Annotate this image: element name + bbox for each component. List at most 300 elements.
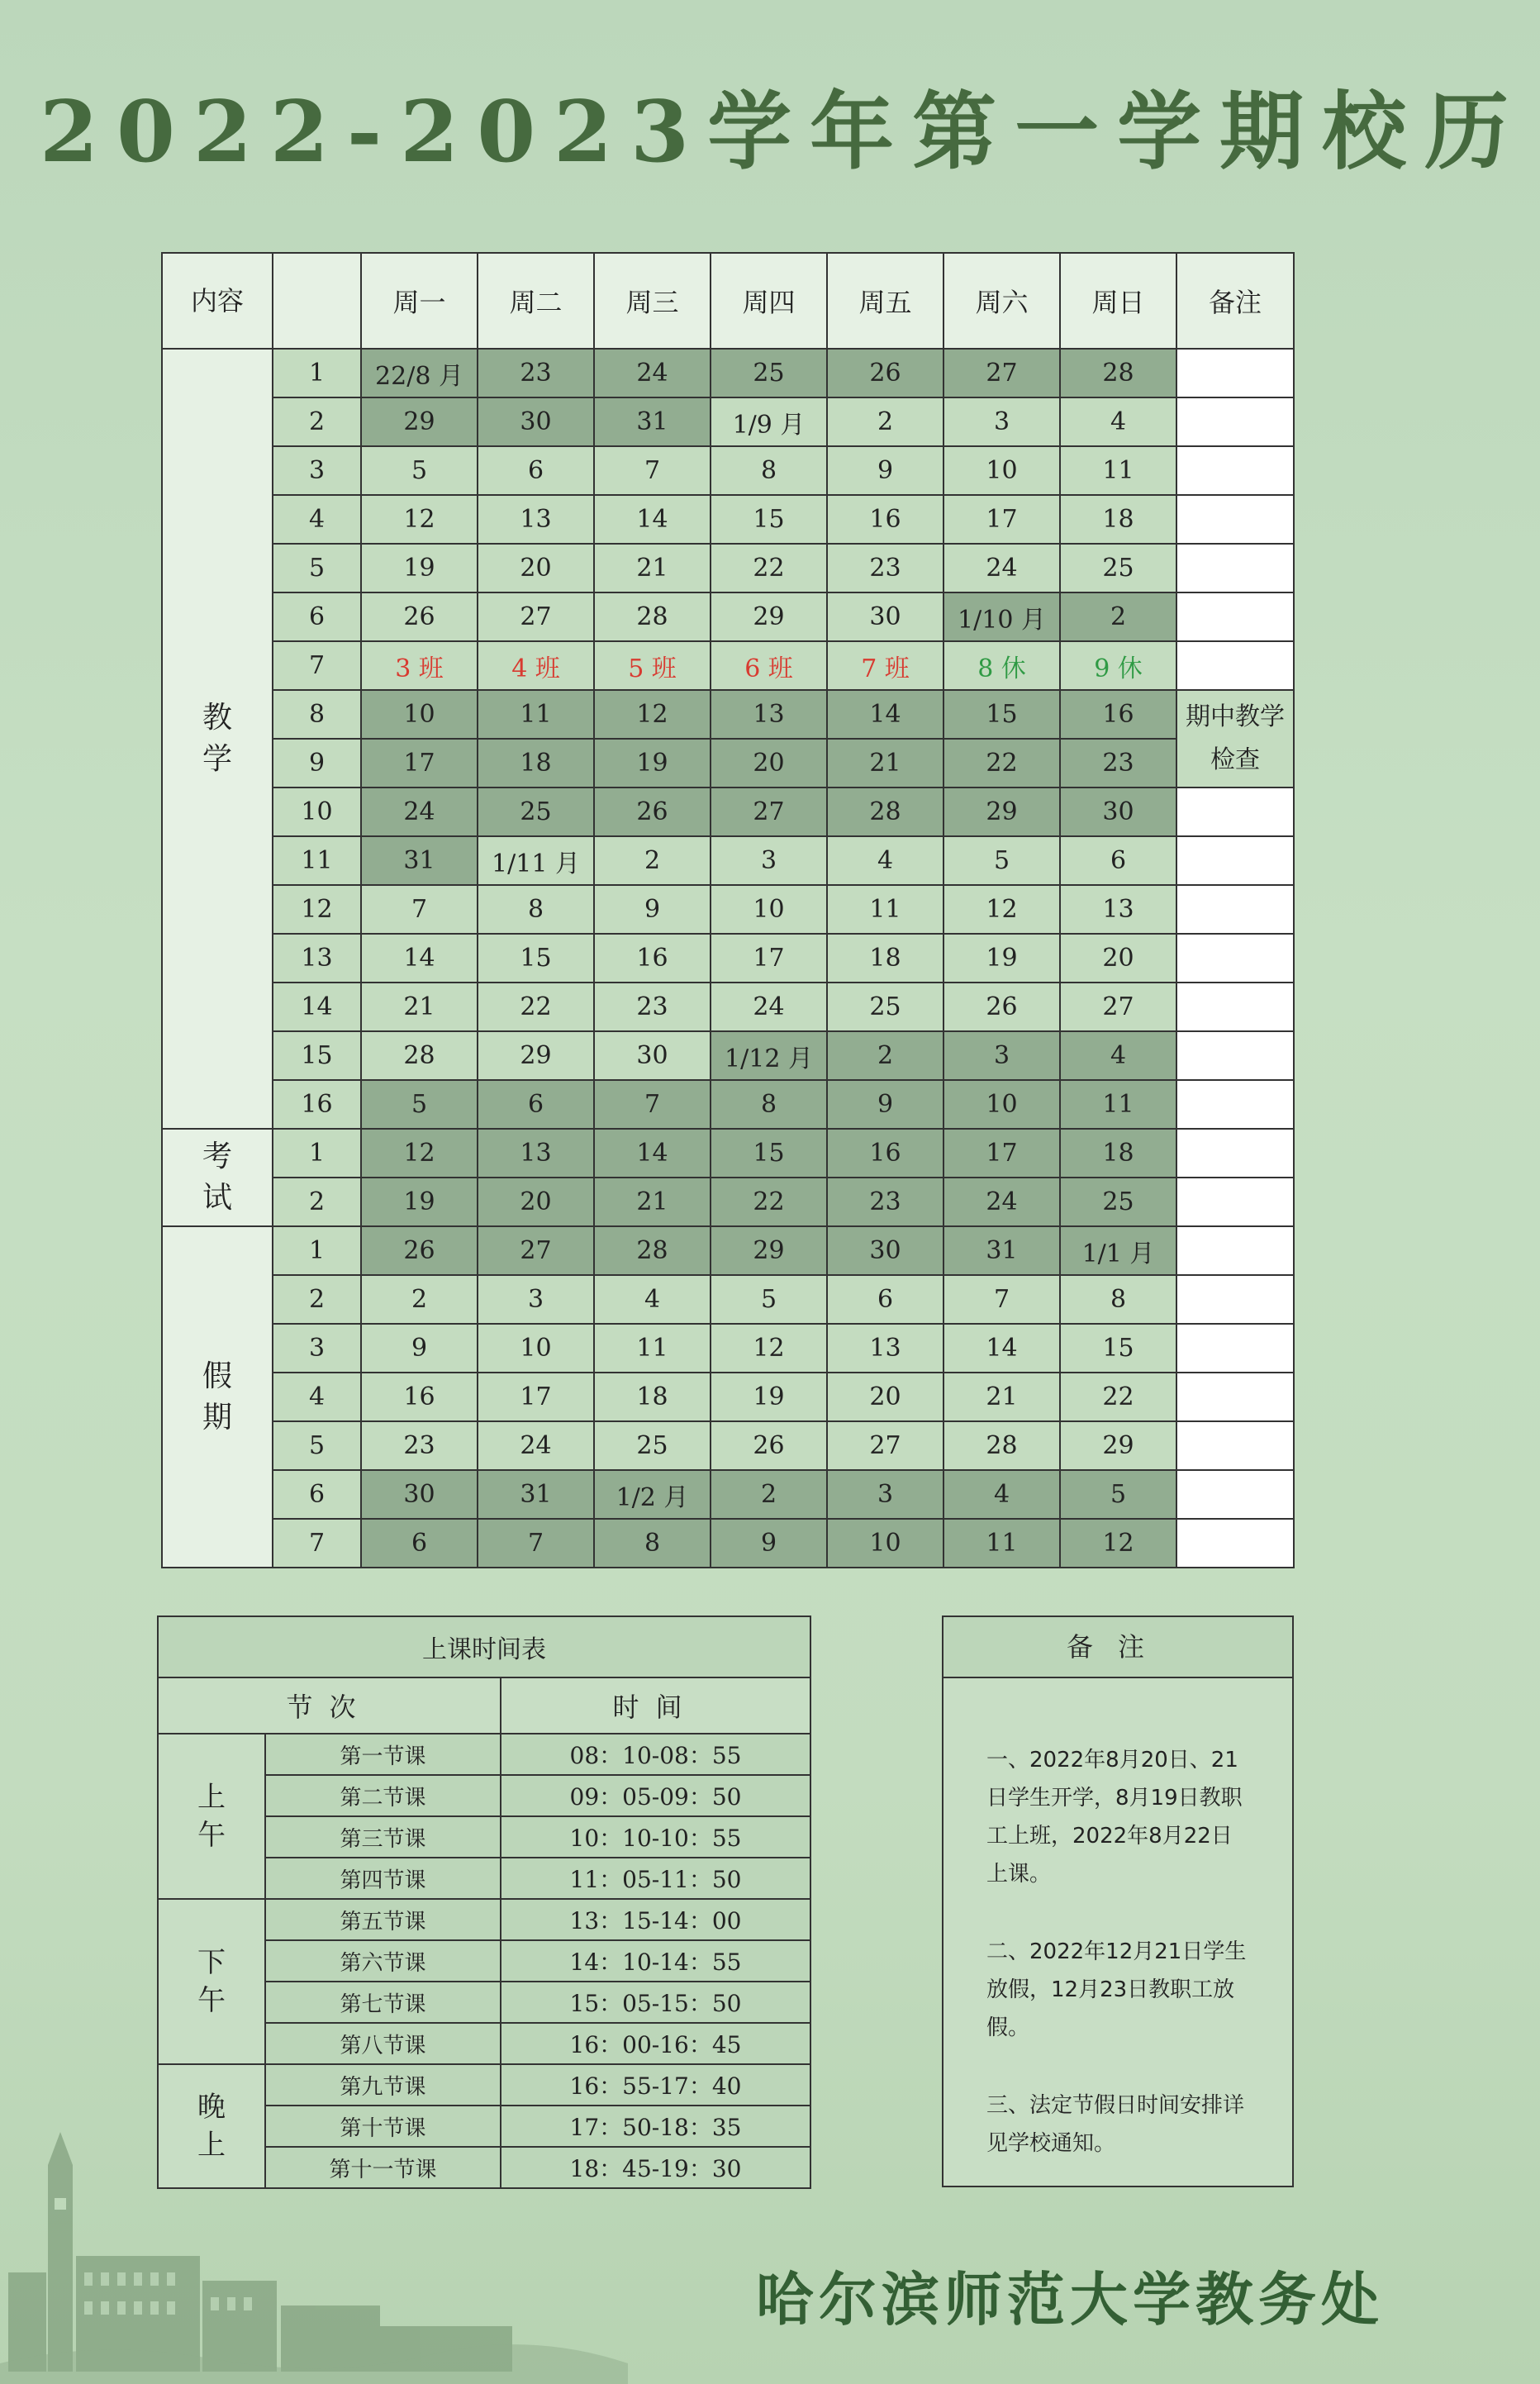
day-cell: 3 班 [361,641,478,690]
day-cell: 24 [594,349,711,397]
remark-cell [1176,1129,1294,1178]
day-cell: 15 [711,495,827,544]
period-group-label: 晚 上 [158,2064,265,2188]
calendar-row [162,1373,1294,1421]
week-number: 11 [273,836,361,885]
day-cell: 6 班 [711,641,827,690]
section-label: 考 试 [162,1129,273,1226]
day-cell: 17 [361,739,478,788]
day-cell: 8 [711,446,827,495]
header-content: 内容 [162,253,273,349]
day-cell: 27 [943,349,1060,397]
class-period-name: 第七节课 [265,1982,501,2023]
class-period-name: 第五节课 [265,1899,501,1940]
week-number: 2 [273,397,361,446]
remark-cell [1176,446,1294,495]
class-period-time: 16：55-17：40 [501,2064,810,2106]
remark-cell [1176,836,1294,885]
day-cell: 26 [943,983,1060,1031]
day-cell: 12 [943,885,1060,934]
day-cell: 16 [361,1373,478,1421]
week-number: 8 [273,690,361,739]
day-cell: 22 [478,983,594,1031]
day-cell: 18 [478,739,594,788]
day-cell: 18 [594,1373,711,1421]
day-cell: 29 [361,397,478,446]
day-cell: 26 [361,1226,478,1275]
class-period-time: 11：05-11：50 [501,1858,810,1899]
week-number: 2 [273,1275,361,1324]
day-cell: 11 [478,690,594,739]
schedule-row [158,1734,810,1775]
day-cell: 17 [943,1129,1060,1178]
remark-cell [1176,349,1294,397]
day-cell: 28 [594,592,711,641]
day-cell: 6 [478,446,594,495]
day-cell: 12 [594,690,711,739]
week-number: 4 [273,1373,361,1421]
calendar-header-row [162,253,1294,349]
calendar-row [162,1421,1294,1470]
day-cell: 26 [361,592,478,641]
day-cell: 7 [943,1275,1060,1324]
schedule-col-time: 时间 [501,1677,810,1734]
calendar-row [162,739,1294,788]
day-cell: 23 [594,983,711,1031]
day-cell: 24 [361,788,478,836]
calendar-row [162,1324,1294,1373]
class-period-time: 10：10-10：55 [501,1816,810,1858]
day-cell: 30 [478,397,594,446]
day-cell: 7 [594,1080,711,1129]
day-cell: 24 [943,1178,1060,1226]
day-cell: 13 [1060,885,1176,934]
day-cell: 5 班 [594,641,711,690]
day-cell: 30 [361,1470,478,1519]
week-number: 7 [273,641,361,690]
day-cell: 20 [1060,934,1176,983]
day-cell: 13 [711,690,827,739]
day-cell: 30 [594,1031,711,1080]
day-cell: 11 [943,1519,1060,1568]
day-cell: 29 [1060,1421,1176,1470]
day-cell: 15 [711,1129,827,1178]
day-cell: 13 [827,1324,943,1373]
day-cell: 1/9 月 [711,397,827,446]
day-cell: 1/12 月 [711,1031,827,1080]
day-cell: 30 [827,592,943,641]
day-cell: 4 [827,836,943,885]
day-cell: 15 [1060,1324,1176,1373]
week-number: 4 [273,495,361,544]
day-cell: 2 [827,1031,943,1080]
calendar-row [162,836,1294,885]
class-schedule-table [157,1616,811,2189]
day-cell: 19 [361,1178,478,1226]
class-period-name: 第八节课 [265,2023,501,2064]
day-cell: 26 [594,788,711,836]
day-cell: 9 [594,885,711,934]
calendar-row [162,1080,1294,1129]
calendar-row [162,592,1294,641]
day-cell: 14 [594,495,711,544]
day-cell: 2 [594,836,711,885]
day-cell: 23 [361,1421,478,1470]
day-cell: 11 [827,885,943,934]
day-cell: 16 [1060,690,1176,739]
day-cell: 19 [711,1373,827,1421]
day-cell: 21 [361,983,478,1031]
header-mon: 周一 [361,253,478,349]
day-cell: 3 [943,397,1060,446]
remark-cell [1176,1080,1294,1129]
day-cell: 6 [1060,836,1176,885]
day-cell: 22 [1060,1373,1176,1421]
period-group-label: 下 午 [158,1899,265,2064]
day-cell: 5 [1060,1470,1176,1519]
day-cell: 11 [1060,446,1176,495]
day-cell: 14 [361,934,478,983]
schedule-row [158,2064,810,2106]
header-remarks: 备注 [1176,253,1294,349]
day-cell: 22 [943,739,1060,788]
remark-cell [1176,641,1294,690]
day-cell: 4 [943,1470,1060,1519]
day-cell: 2 [827,397,943,446]
header-sun: 周日 [1060,253,1176,349]
calendar-row [162,1226,1294,1275]
header-thu: 周四 [711,253,827,349]
day-cell: 1/10 月 [943,592,1060,641]
remark-cell [1176,1031,1294,1080]
day-cell: 3 [478,1275,594,1324]
day-cell: 9 [827,1080,943,1129]
day-cell: 17 [711,934,827,983]
calendar-row [162,1519,1294,1568]
day-cell: 25 [1060,544,1176,592]
day-cell: 8 [478,885,594,934]
calendar-row [162,1129,1294,1178]
class-period-time: 14：10-14：55 [501,1940,810,1982]
day-cell: 17 [478,1373,594,1421]
day-cell: 9 休 [1060,641,1176,690]
day-cell: 9 [827,446,943,495]
day-cell: 10 [943,1080,1060,1129]
day-cell: 27 [478,1226,594,1275]
day-cell: 18 [827,934,943,983]
day-cell: 4 [1060,397,1176,446]
day-cell: 12 [361,495,478,544]
calendar-row [162,446,1294,495]
day-cell: 24 [943,544,1060,592]
notes-panel [942,1616,1294,2187]
remark-cell [1176,885,1294,934]
day-cell: 17 [943,495,1060,544]
week-number: 14 [273,983,361,1031]
campus-skyline-illustration [0,2115,628,2384]
day-cell: 8 [1060,1275,1176,1324]
day-cell: 14 [594,1129,711,1178]
remark-cell [1176,544,1294,592]
day-cell: 16 [827,1129,943,1178]
week-number: 13 [273,934,361,983]
day-cell: 4 [1060,1031,1176,1080]
day-cell: 3 [711,836,827,885]
day-cell: 28 [827,788,943,836]
day-cell: 31 [943,1226,1060,1275]
day-cell: 12 [361,1129,478,1178]
day-cell: 18 [1060,495,1176,544]
week-number: 6 [273,1470,361,1519]
remark-cell [1176,1373,1294,1421]
class-period-name: 第三节课 [265,1816,501,1858]
day-cell: 8 休 [943,641,1060,690]
day-cell: 20 [478,544,594,592]
day-cell: 1/11 月 [478,836,594,885]
day-cell: 8 [711,1080,827,1129]
class-period-time: 13：15-14：00 [501,1899,810,1940]
day-cell: 7 [361,885,478,934]
week-number: 5 [273,1421,361,1470]
notes-body [943,1678,1292,2163]
day-cell: 5 [361,1080,478,1129]
day-cell: 5 [711,1275,827,1324]
week-number: 7 [273,1519,361,1568]
day-cell: 28 [361,1031,478,1080]
calendar-row [162,983,1294,1031]
calendar-row [162,788,1294,836]
school-calendar-table [161,252,1295,1568]
day-cell: 23 [478,349,594,397]
class-period-time: 15：05-15：50 [501,1982,810,2023]
class-period-name: 第四节课 [265,1858,501,1899]
calendar-row [162,885,1294,934]
day-cell: 20 [711,739,827,788]
day-cell: 20 [827,1373,943,1421]
day-cell: 15 [478,934,594,983]
day-cell: 11 [594,1324,711,1373]
schedule-col-period: 节次 [158,1677,501,1734]
class-period-time: 17：50-18：35 [501,2106,810,2147]
day-cell: 25 [478,788,594,836]
period-group-label: 上 午 [158,1734,265,1899]
calendar-row [162,349,1294,397]
day-cell: 23 [827,1178,943,1226]
class-period-name: 第六节课 [265,1940,501,1982]
day-cell: 22 [711,544,827,592]
calendar-row [162,1178,1294,1226]
day-cell: 5 [361,446,478,495]
section-label: 假 期 [162,1226,273,1568]
week-number: 2 [273,1178,361,1226]
day-cell: 29 [711,1226,827,1275]
calendar-row [162,1275,1294,1324]
day-cell: 25 [1060,1178,1176,1226]
day-cell: 12 [711,1324,827,1373]
day-cell: 31 [361,836,478,885]
remark-cell [1176,1519,1294,1568]
remark-cell [1176,1421,1294,1470]
class-period-name: 第九节课 [265,2064,501,2106]
remark-cell [1176,1178,1294,1226]
day-cell: 4 [594,1275,711,1324]
class-period-name: 第一节课 [265,1734,501,1775]
remark-cell [1176,1470,1294,1519]
remark-cell [1176,592,1294,641]
day-cell: 29 [478,1031,594,1080]
remark-cell [1176,934,1294,983]
class-period-name: 第十一节课 [265,2147,501,2188]
day-cell: 2 [1060,592,1176,641]
day-cell: 29 [711,592,827,641]
calendar-row [162,544,1294,592]
day-cell: 9 [361,1324,478,1373]
day-cell: 21 [827,739,943,788]
week-number: 6 [273,592,361,641]
day-cell: 22/8 月 [361,349,478,397]
day-cell: 3 [827,1470,943,1519]
class-period-time: 08：10-08：55 [501,1734,810,1775]
day-cell: 12 [1060,1519,1176,1568]
class-period-time: 09：05-09：50 [501,1775,810,1816]
day-cell: 25 [594,1421,711,1470]
remark-cell [1176,983,1294,1031]
remark-cell [1176,788,1294,836]
day-cell: 26 [827,349,943,397]
day-cell: 30 [1060,788,1176,836]
day-cell: 19 [594,739,711,788]
remark-cell [1176,1275,1294,1324]
header-fri: 周五 [827,253,943,349]
day-cell: 26 [711,1421,827,1470]
section-label: 教 学 [162,349,273,1129]
remark-cell [1176,495,1294,544]
week-number: 5 [273,544,361,592]
day-cell: 31 [594,397,711,446]
header-week [273,253,361,349]
day-cell: 6 [478,1080,594,1129]
day-cell: 27 [478,592,594,641]
day-cell: 19 [361,544,478,592]
day-cell: 1/2 月 [594,1470,711,1519]
note-item: 一、2022年8月20日、21日学生开学，8月19日教职工上班，2022年8月22日上课。 [986,1748,1243,1887]
note-item: 三、法定节假日时间安排详见学校通知。 [986,2093,1245,2156]
day-cell: 30 [827,1226,943,1275]
day-cell: 3 [943,1031,1060,1080]
class-period-name: 第二节课 [265,1775,501,1816]
schedule-row [158,1899,810,1940]
header-sat: 周六 [943,253,1060,349]
calendar-row [162,495,1294,544]
day-cell: 4 班 [478,641,594,690]
day-cell: 6 [827,1275,943,1324]
day-cell: 7 [478,1519,594,1568]
week-number: 1 [273,1226,361,1275]
day-cell: 1/1 月 [1060,1226,1176,1275]
day-cell: 10 [711,885,827,934]
day-cell: 10 [361,690,478,739]
remark-cell [1176,397,1294,446]
day-cell: 10 [827,1519,943,1568]
day-cell: 16 [594,934,711,983]
day-cell: 14 [827,690,943,739]
class-period-time: 16：00-16：45 [501,2023,810,2064]
day-cell: 28 [943,1421,1060,1470]
day-cell: 10 [478,1324,594,1373]
remark-cell: 期中教学检查 [1176,690,1294,788]
week-number: 9 [273,739,361,788]
day-cell: 20 [478,1178,594,1226]
day-cell: 24 [711,983,827,1031]
day-cell: 23 [827,544,943,592]
class-period-time: 18：45-19：30 [501,2147,810,2188]
day-cell: 22 [711,1178,827,1226]
day-cell: 29 [943,788,1060,836]
day-cell: 2 [361,1275,478,1324]
day-cell: 10 [943,446,1060,495]
day-cell: 9 [711,1519,827,1568]
header-tue: 周二 [478,253,594,349]
issuing-office: 哈尔滨师范大学教务处 [756,2265,1384,2334]
week-number: 15 [273,1031,361,1080]
day-cell: 31 [478,1470,594,1519]
calendar-row [162,641,1294,690]
day-cell: 13 [478,1129,594,1178]
calendar-row [162,934,1294,983]
notes-title: 备注 [943,1617,1292,1678]
day-cell: 28 [594,1226,711,1275]
note-item: 二、2022年12月21日学生放假，12月23日教职工放假。 [986,1939,1247,2040]
week-number: 16 [273,1080,361,1129]
day-cell: 21 [594,1178,711,1226]
day-cell: 28 [1060,349,1176,397]
remark-cell [1176,1324,1294,1373]
week-number: 1 [273,1129,361,1178]
day-cell: 21 [943,1373,1060,1421]
schedule-title: 上课时间表 [158,1616,810,1677]
page-title: 2022-2023学年第一学期校历 [40,83,1528,182]
day-cell: 27 [827,1421,943,1470]
day-cell: 11 [1060,1080,1176,1129]
week-number: 10 [273,788,361,836]
day-cell: 14 [943,1324,1060,1373]
class-period-name: 第十节课 [265,2106,501,2147]
header-wed: 周三 [594,253,711,349]
day-cell: 24 [478,1421,594,1470]
week-number: 3 [273,446,361,495]
calendar-row [162,1031,1294,1080]
calendar-row [162,1470,1294,1519]
day-cell: 25 [711,349,827,397]
day-cell: 6 [361,1519,478,1568]
day-cell: 19 [943,934,1060,983]
week-number: 12 [273,885,361,934]
day-cell: 23 [1060,739,1176,788]
day-cell: 27 [1060,983,1176,1031]
day-cell: 2 [711,1470,827,1519]
day-cell: 8 [594,1519,711,1568]
day-cell: 5 [943,836,1060,885]
calendar-row [162,397,1294,446]
day-cell: 16 [827,495,943,544]
day-cell: 25 [827,983,943,1031]
day-cell: 15 [943,690,1060,739]
week-number: 1 [273,349,361,397]
calendar-row [162,690,1294,739]
day-cell: 21 [594,544,711,592]
week-number: 3 [273,1324,361,1373]
day-cell: 7 班 [827,641,943,690]
